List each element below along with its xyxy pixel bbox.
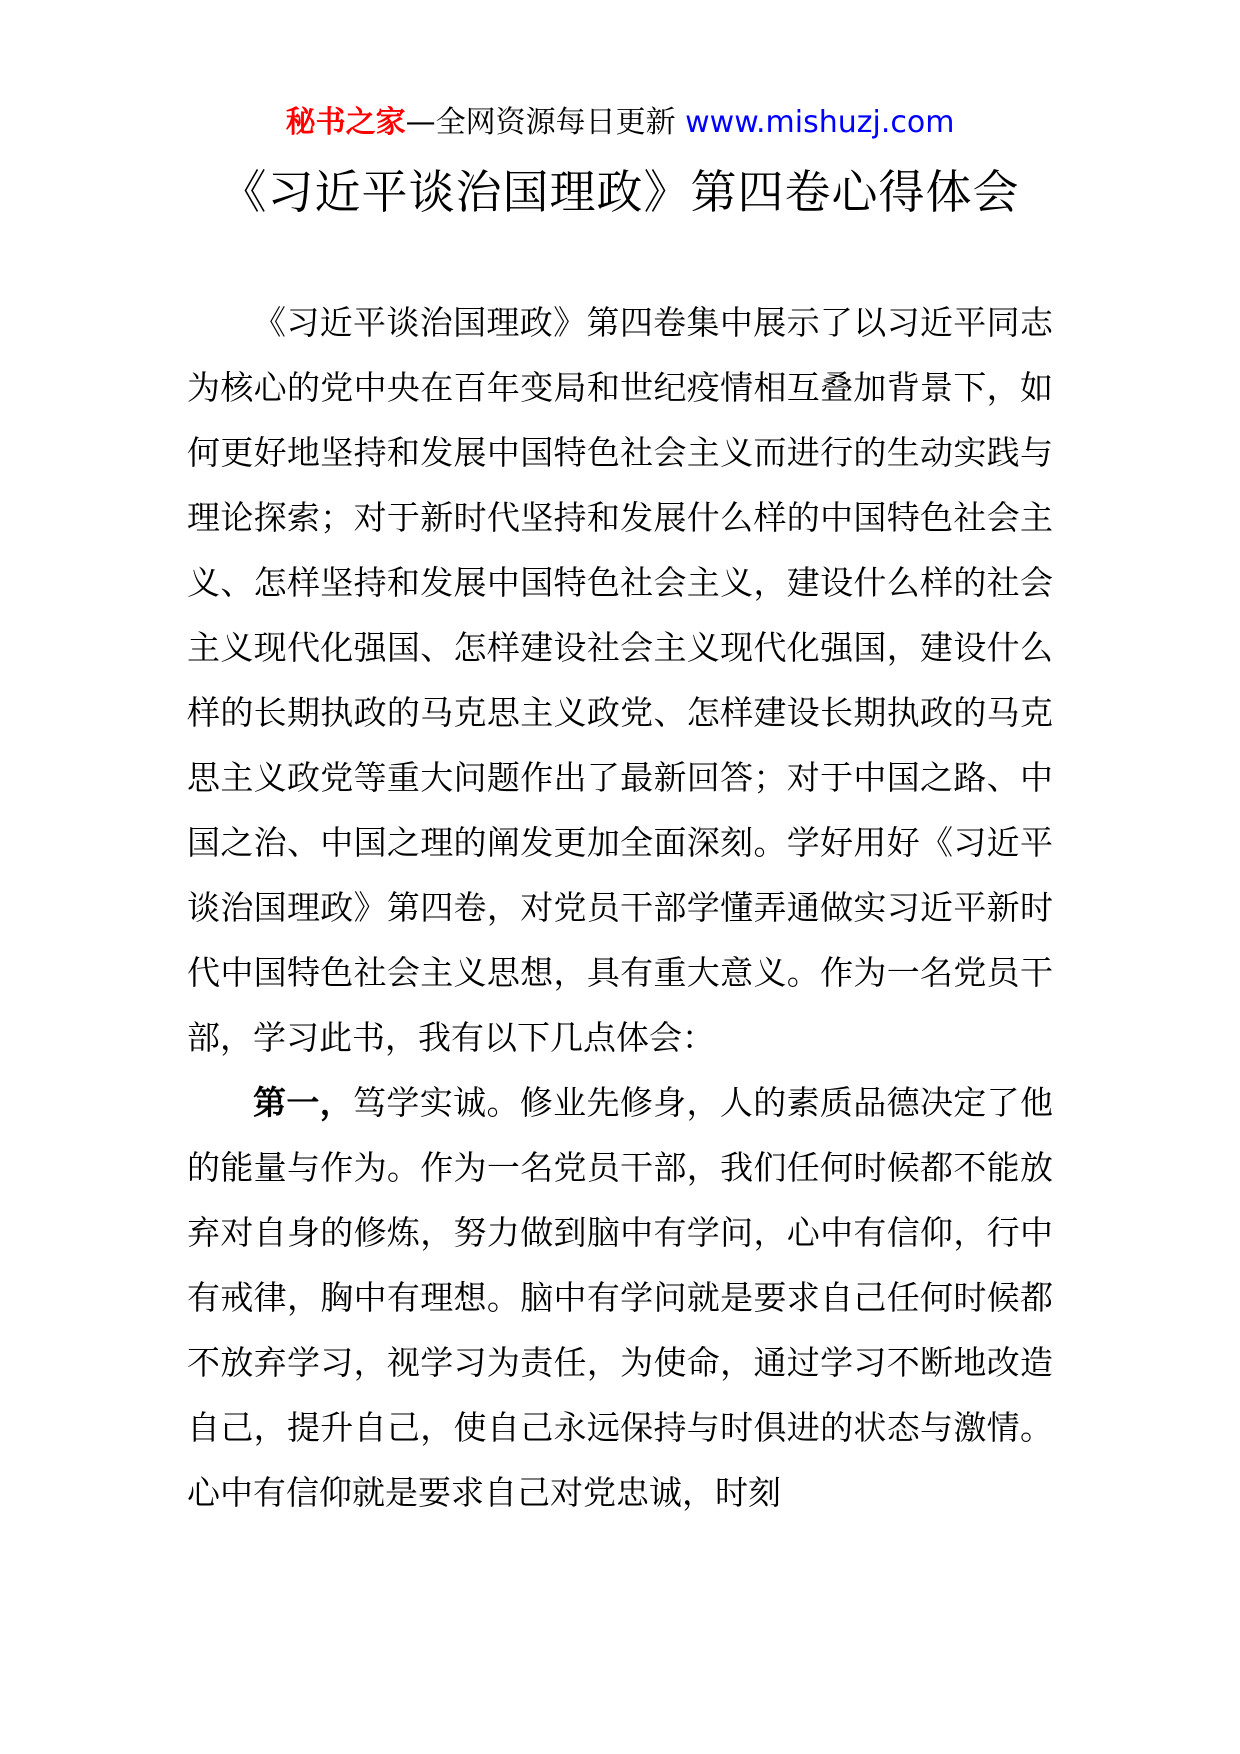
site-url-link[interactable]: www.mishuzj.com bbox=[685, 105, 955, 140]
document-title: 《习近平谈治国理政》第四卷心得体会 bbox=[220, 165, 1020, 219]
point-one-lead: 第一， bbox=[253, 1083, 354, 1122]
document-body bbox=[187, 290, 1053, 1525]
site-header bbox=[0, 103, 1240, 143]
intro-paragraph: 《习近平谈治国理政》第四卷集中展示了以习近平同志为核心的党中央在百年变局和世纪疫情相互叠加背景下，如何更好地坚持和发展中国特色社会主义而进行的生动实践与理论探索；对于新时代坚持和发展什么样的中国特色社会主义、怎样坚持和发展中国特色社会主义，建设什么样的社会主义现代化强国、怎样建设社会主义现代化强国，建设什么样的长期执政的马克思主义政党、怎样建设长期执政的马克思主义政党等重大问题作出了最新回答；对于中国之路、中国之治、中国之理的阐发更加全面深刻。学好用好《习近平谈治国理政》第四卷，对党员干部学懂弄通做实习近平新时代中国特色社会主义思想，具有重大意义。作为一名党员干部，学习此书，我有以下几点体会： bbox=[187, 303, 1053, 1057]
header-tagline: —全网资源每日更新 bbox=[405, 105, 686, 140]
point-one-paragraph bbox=[187, 1070, 1053, 1525]
point-one-text: 笃学实诚。修业先修身，人的素质品德决定了他的能量与作为。作为一名党员干部，我们任何时候都不能放弃对自身的修炼，努力做到脑中有学问，心中有信仰，行中有戒律，胸中有理想。脑中有学问就是要求自己任何时候都不放弃学习，视学习为责任，为使命，通过学习不断地改造自己，提升自己，使自己永远保持与时俱进的状态与激情。心中有信仰就是要求自己对党忠诚，时刻 bbox=[187, 1083, 1054, 1512]
brand-name: 秘书之家 bbox=[285, 105, 406, 140]
